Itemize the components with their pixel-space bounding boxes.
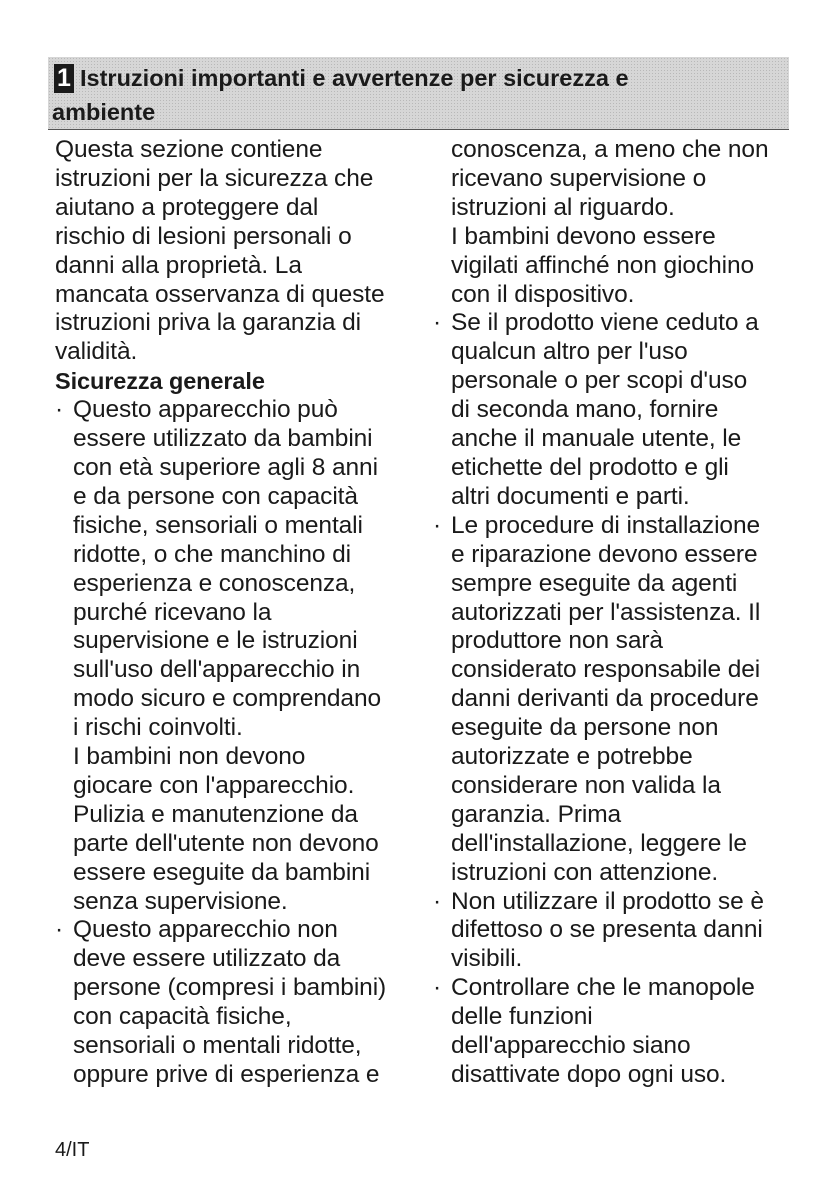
- text-line: e riparazione devono essere: [451, 540, 758, 568]
- text-line: dell'installazione, leggere le: [451, 829, 747, 857]
- text-line: oppure prive di esperienza e: [73, 1061, 380, 1088]
- text-line: ridotte, o che manchino di: [73, 540, 351, 568]
- text-line: autorizzati per l'assistenza. Il: [451, 598, 761, 626]
- right-column: [433, 136, 793, 1090]
- text-line: purché ricevano la: [73, 598, 272, 626]
- text-line: considerare non valida la: [451, 771, 721, 799]
- text-line: di seconda mano, fornire: [451, 396, 719, 424]
- text-line: parte dell'utente non devono: [73, 829, 379, 857]
- text-line: Pulizia e manutenzione da: [73, 800, 358, 828]
- text-line: istruzioni al riguardo.: [451, 193, 675, 221]
- text-line: I bambini non devono: [73, 743, 306, 771]
- text-line: visibili.: [451, 945, 523, 973]
- text-line: danni derivanti da procedure: [451, 685, 759, 713]
- section-title: [52, 61, 769, 125]
- text-line: considerato responsabile dei: [451, 656, 761, 684]
- text-line: I bambini devono essere: [451, 222, 716, 250]
- text-line: Questo apparecchio può: [73, 396, 338, 424]
- text-line: mancata osservanza di queste: [55, 280, 385, 308]
- text-line: modo sicuro e comprendano: [73, 685, 382, 713]
- bullet-item: [433, 309, 793, 511]
- bullet-marker: ·: [433, 974, 442, 1002]
- text-line: essere utilizzato da bambini: [73, 425, 373, 453]
- bullet-marker: ·: [433, 309, 442, 337]
- text-line: ricevano supervisione o: [451, 164, 707, 192]
- text-line: persone (compresi i bambini): [73, 974, 387, 1002]
- text-line: esperienza e conoscenza,: [73, 569, 356, 597]
- text-line: Questo apparecchio non: [73, 916, 338, 944]
- text-line: vigilati affinché non giochino: [451, 251, 755, 279]
- text-line: deve essere utilizzato da: [73, 945, 341, 973]
- text-line: istruzioni per la sicurezza che: [55, 164, 374, 192]
- bullet-item: [433, 974, 793, 1090]
- intro-paragraph: [55, 136, 415, 367]
- text-line: disattivate dopo ogni uso.: [451, 1061, 727, 1088]
- text-line: conoscenza, a meno che non: [451, 136, 769, 163]
- text-line: senza supervisione.: [73, 887, 288, 915]
- bullet-marker: ·: [55, 396, 64, 424]
- bullet-marker: ·: [433, 511, 442, 539]
- text-line: danni alla proprietà. La: [55, 251, 302, 279]
- bullet-marker: ·: [433, 887, 442, 915]
- text-line: Questa sezione contiene: [55, 136, 323, 163]
- text-line: altri documenti e parti.: [451, 482, 690, 510]
- text-line: Non utilizzare il prodotto se è: [451, 887, 764, 915]
- bullet-item: [55, 916, 415, 1089]
- text-line: giocare con l'apparecchio.: [73, 771, 355, 799]
- text-line: e da persone con capacità: [73, 482, 358, 510]
- text-line: Le procedure di installazione: [451, 511, 760, 539]
- text-line: garanzia. Prima: [451, 800, 622, 828]
- text-line: con capacità fisiche,: [73, 1003, 292, 1031]
- section-header: [48, 57, 789, 130]
- text-line: produttore non sarà: [451, 627, 663, 655]
- text-line: rischio di lesioni personali o: [55, 222, 352, 250]
- left-column: [55, 136, 415, 1090]
- bullet-marker: ·: [55, 916, 64, 944]
- bullet-item: [433, 512, 793, 888]
- text-line: sull'uso dell'apparecchio in: [73, 656, 361, 684]
- text-line: validità.: [55, 338, 138, 366]
- text-line: i rischi coinvolti.: [73, 714, 243, 742]
- text-line: con età superiore agli 8 anni: [73, 453, 378, 481]
- text-line: autorizzate e potrebbe: [451, 743, 693, 771]
- bullet-item: [55, 396, 415, 916]
- text-line: istruzioni priva la garanzia di: [55, 309, 362, 337]
- bullet-item: [433, 888, 793, 975]
- text-line: Se il prodotto viene ceduto a: [451, 309, 759, 337]
- section-title-line2: ambiente: [52, 99, 156, 125]
- text-line: Controllare che le manopole: [451, 974, 755, 1002]
- text-line: con il dispositivo.: [451, 280, 635, 308]
- text-line: aiutano a proteggere dal: [55, 193, 319, 221]
- text-line: fisiche, sensoriali o mentali: [73, 511, 363, 539]
- subheading-general-safety: Sicurezza generale: [55, 368, 265, 395]
- text-line: difettoso o se presenta danni: [451, 916, 763, 944]
- page-number: 4/IT: [55, 1139, 90, 1161]
- text-line: qualcun altro per l'uso: [451, 338, 688, 366]
- text-line: delle funzioni: [451, 1003, 593, 1031]
- text-line: anche il manuale utente, le: [451, 425, 742, 453]
- section-title-line1: Istruzioni importanti e avvertenze per sicurezza e: [80, 65, 629, 91]
- continued-paragraph: [433, 136, 793, 309]
- text-line: sensoriali o mentali ridotte,: [73, 1032, 362, 1060]
- text-line: sempre eseguite da agenti: [451, 569, 738, 597]
- text-line: essere eseguite da bambini: [73, 858, 371, 886]
- text-line: dell'apparecchio siano: [451, 1032, 691, 1060]
- text-line: supervisione e le istruzioni: [73, 627, 358, 655]
- text-line: personale o per scopi d'uso: [451, 367, 748, 395]
- chapter-number-badge: 1: [54, 64, 74, 93]
- text-line: istruzioni con attenzione.: [451, 858, 719, 886]
- text-line: etichette del prodotto e gli: [451, 453, 729, 481]
- text-line: eseguite da persone non: [451, 714, 719, 742]
